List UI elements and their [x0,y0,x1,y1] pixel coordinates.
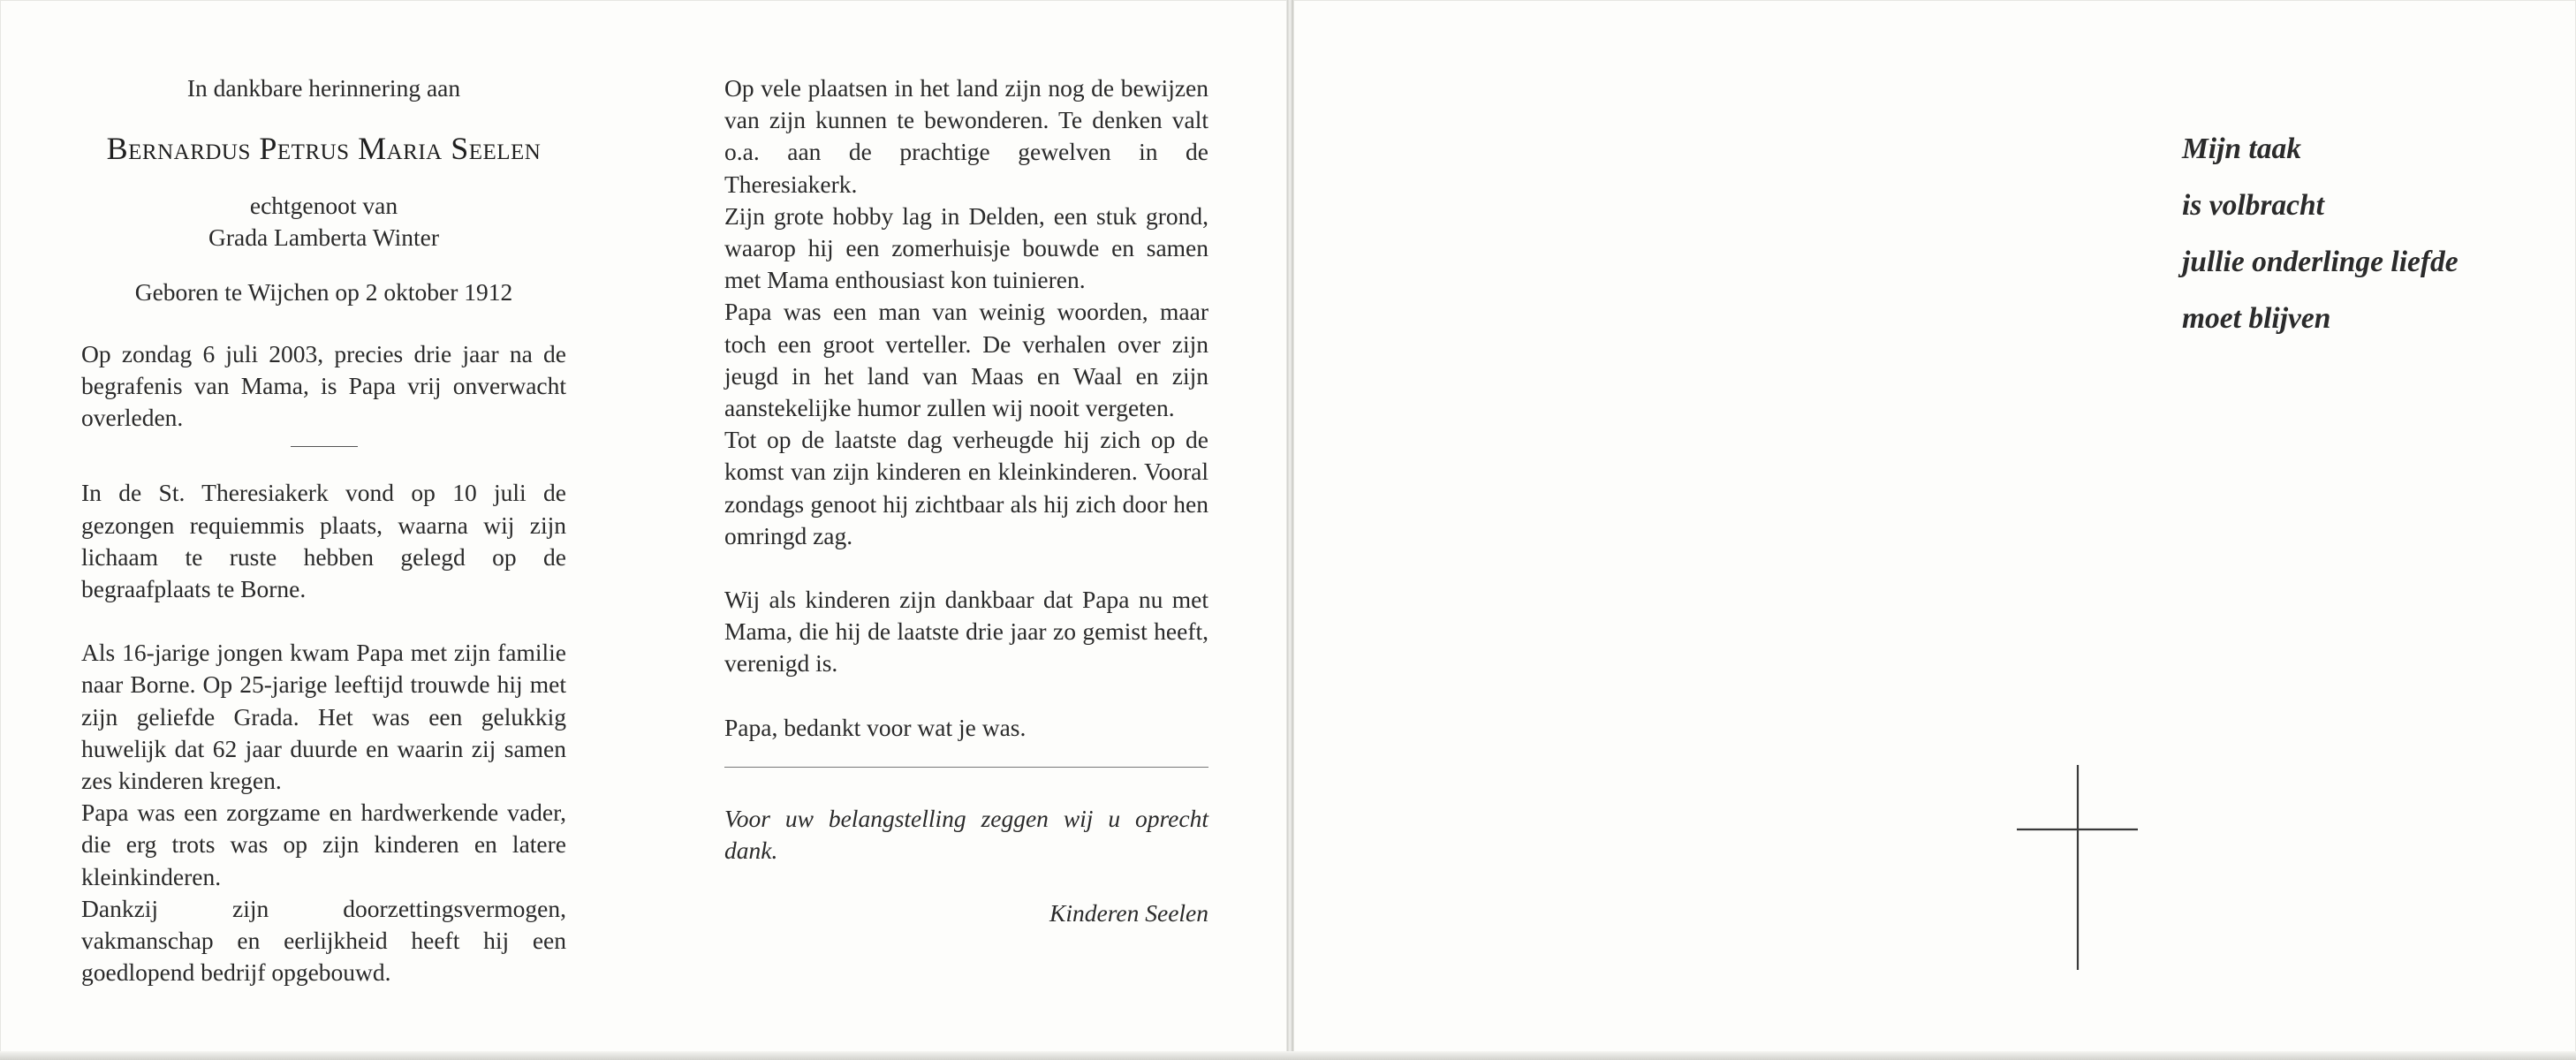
funeral-paragraph: In de St. Theresiakerk vond op 10 juli de gezongen requiemmis plaats, waarna wij zijn lichaam te ruste hebben gelegd op de begraafplaats te Borne. [81,479,566,603]
gratitude-paragraph: Wij als kinderen zijn dankbaar dat Papa nu met Mama, die hij de laatste drie jaar zo gemist heeft, verenigd is. [724,586,1208,678]
character-paragraph: Papa was een man van weinig woorden, maar toch een groot verteller. De verhalen over zijn jeugd in het land van Maas en Waal en zijn aanstekelijke humor zullen wij nooit vergeten. [724,298,1208,422]
last-days-paragraph: Tot op de laatste dag verheugde hij zich op de komst van zijn kinderen en kleinkinderen. Vooral zondags genoot hij zichtbaar als hij zich door hen omringd zag. [724,426,1208,549]
text-column-left [81,72,566,988]
death-paragraph: Op zondag 6 juli 2003, precies drie jaar na de begrafenis van Mama, is Papa vrij onverwacht overleden. [81,339,566,432]
signature: Kinderen Seelen [1049,899,1208,928]
spouse-block [81,190,566,254]
poem-line-4: moet blijven [2182,302,2331,335]
life-paragraph-1: Als 16-jarige jongen kwam Papa met zijn familie naar Borne. Op 25-jarige leeftijd trouwde hij met zijn geliefde Grada. Het was een gelukkig huwelijk dat 62 jaar duurde en waarin zij samen zes kinderen kregen. [81,639,566,795]
spouse-label: echtgenoot van [249,192,398,220]
work-paragraph: Op vele plaatsen in het land zijn nog de bewijzen van zijn kunnen te bewonderen. Te denken valt o.a. aan de prachtige gewelven in de Theresiakerk. [724,74,1208,198]
cross-icon [2014,765,2138,970]
deceased-name: Bernardus Petrus Maria Seelen [106,131,542,167]
card-fold [1287,0,1293,1060]
text-column-right [724,72,1208,929]
poem-line-3: jullie onderlinge liefde [2182,246,2459,278]
section-divider [291,446,358,447]
life-paragraph-3: Dankzij zijn doorzettingsvermogen, vakmanschap en eerlijkheid heeft hij een goedlopend bedrijf opgebouwd. [81,894,566,987]
poem-line-2: is volbracht [2182,189,2324,222]
birth-line: Geboren te Wijchen op 2 oktober 1912 [134,277,513,306]
intro-line: In dankbare herinnering aan [186,74,461,102]
life-paragraph-2: Papa was een zorgzame en hardwerkende vader, die erg trots was op zijn kinderen en latere kleinkinderen. [81,799,566,890]
hobby-paragraph: Zijn grote hobby lag in Delden, een stuk grond, waarop hij een zomerhuisje bouwde en samen met Mama enthousiast kon tuinieren. [724,201,1208,294]
poem-line-1: Mijn taak [2182,132,2301,165]
spouse-name: Grada Lamberta Winter [208,223,440,252]
thanks-line: Papa, bedankt voor wat je was. [724,713,1027,741]
acknowledgement-text: Voor uw belangstelling zeggen wij u oprecht dank. [724,804,1208,865]
closing-divider [724,767,1208,768]
card-bottom-edge [0,1051,2576,1060]
memorial-poem [2182,121,2553,347]
